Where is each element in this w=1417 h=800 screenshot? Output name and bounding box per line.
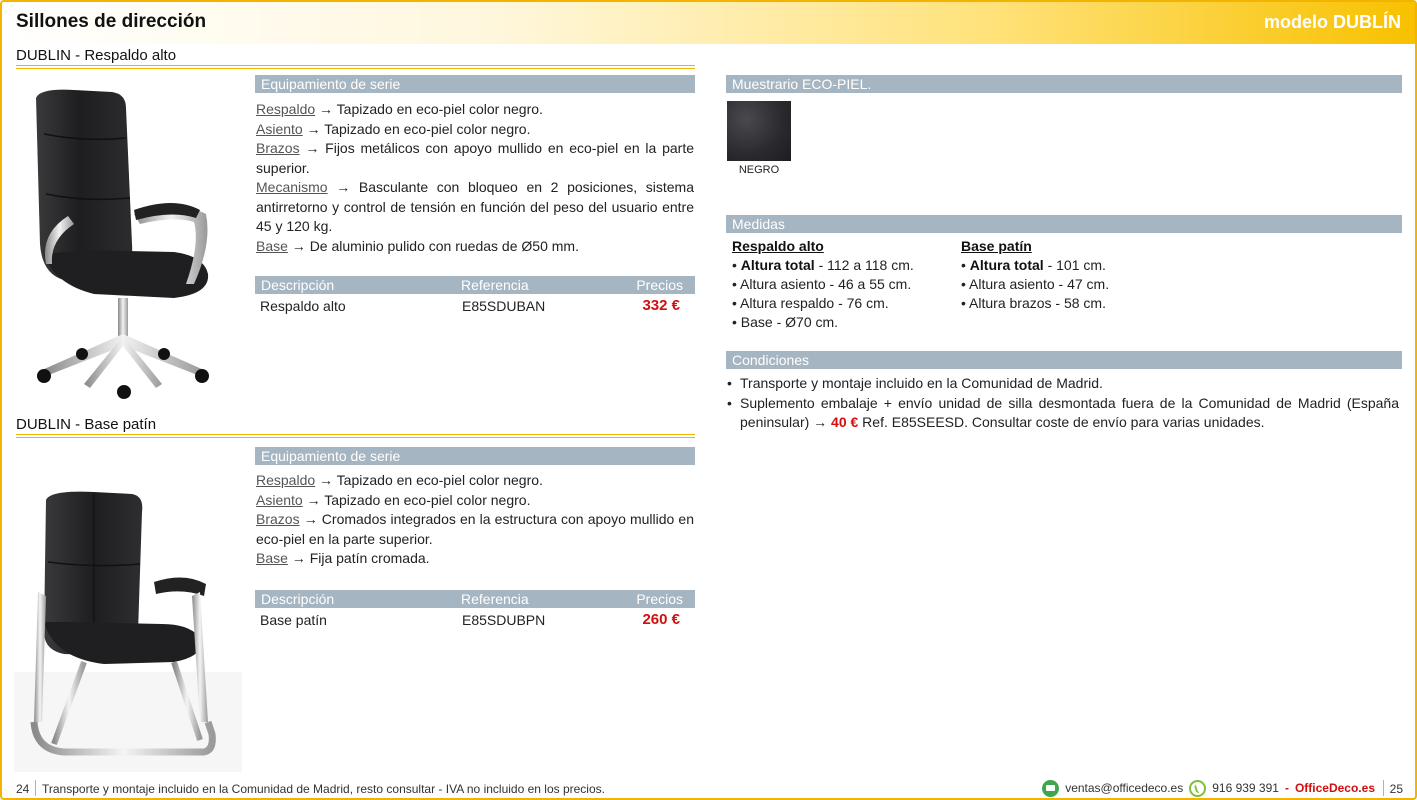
row-price: 332 € (642, 297, 680, 314)
col-precios: Precios (636, 591, 683, 607)
medida-item: • Altura total - 112 a 118 cm. (732, 257, 914, 273)
table-row (255, 608, 695, 632)
equip-item: Base → De aluminio pulido con ruedas de Ø50 mm. (256, 237, 579, 254)
medida-item: • Altura asiento - 47 cm. (961, 276, 1110, 292)
equip-item: Brazos → Fijos metálicos con apoyo mullido en eco-piel en la parte superior. (256, 140, 694, 176)
row-desc: Base patín (260, 612, 327, 628)
page-number-left: 24 (16, 782, 30, 796)
section-title-base-patin: DUBLIN - Base patín (16, 416, 157, 433)
condicion-item: • Transporte y montaje incluido en la Comunidad de Madrid. (727, 374, 1399, 394)
equip-title-1: Equipamiento de serie (255, 75, 695, 93)
row-price: 260 € (642, 611, 680, 628)
price-table-respaldo-alto (255, 276, 695, 318)
medida-item: • Altura respaldo - 76 cm. (732, 295, 889, 311)
mail-icon (1042, 780, 1059, 797)
medidas-title: Medidas (726, 215, 1402, 233)
table-row (255, 294, 695, 318)
medidas-respaldo-alto (732, 237, 952, 332)
condiciones-title: Condiciones (726, 351, 1402, 369)
model-name: modelo DUBLÍN (1264, 12, 1401, 32)
table-header (255, 276, 695, 294)
footer-note: Transporte y montaje incluido en la Comunidad de Madrid, resto consultar - IVA no incluido en los precios. (42, 782, 605, 796)
equip-item: Brazos → Cromados integrados en la estructura con apoyo mullido en eco-piel en la parte superior. (256, 511, 694, 547)
medidas-head: Base patín (961, 238, 1032, 254)
table-header (255, 590, 695, 608)
equip-list-base-patin (256, 471, 694, 569)
equip-item: Base → Fija patín cromada. (256, 550, 430, 566)
equip-list-respaldo-alto (256, 100, 694, 256)
footer-divider (1383, 780, 1384, 796)
section-rule (16, 65, 695, 69)
chair-image-respaldo-alto (24, 84, 219, 402)
section-title-respaldo-alto: DUBLIN - Respaldo alto (16, 47, 177, 64)
col-precios: Precios (636, 277, 683, 293)
condiciones-list (727, 374, 1399, 433)
col-descripcion: Descripción (261, 591, 335, 607)
medida-item: • Altura total - 101 cm. (961, 257, 1106, 273)
page-title: Sillones de dirección (16, 11, 207, 32)
page-number-right: 25 (1389, 782, 1403, 796)
footer-phone[interactable]: 916 939 391 (1212, 781, 1279, 795)
medida-item: • Altura asiento - 46 a 55 cm. (732, 276, 912, 292)
medidas-head: Respaldo alto (732, 238, 824, 254)
col-descripcion: Descripción (261, 277, 335, 293)
muestrario-title: Muestrario ECO-PIEL. (726, 75, 1402, 93)
chair-image-base-patin (14, 472, 242, 772)
footer-brand[interactable]: OfficeDeco.es (1294, 781, 1375, 795)
price-table-base-patin (255, 590, 695, 632)
swatch-label: NEGRO (738, 164, 780, 176)
footer-contact (1042, 779, 1375, 797)
footer-divider (35, 780, 36, 796)
color-swatch-negro (727, 101, 791, 161)
equip-item: Asiento → Tapizado en eco-piel color negro. (256, 491, 531, 508)
equip-item: Respaldo → Tapizado en eco-piel color negro. (256, 101, 543, 117)
footer-email[interactable]: ventas@officedeco.es (1065, 781, 1184, 795)
footer-dash: - (1284, 781, 1289, 795)
row-ref: E85SDUBPN (462, 612, 546, 628)
medidas-base-patin (961, 237, 1181, 313)
equip-item: Asiento → Tapizado en eco-piel color negro. (256, 120, 531, 137)
col-referencia: Referencia (461, 277, 529, 293)
medida-item: • Altura brazos - 58 cm. (961, 295, 1106, 311)
row-desc: Respaldo alto (260, 298, 346, 314)
equip-title-2: Equipamiento de serie (255, 447, 695, 465)
page-footer (2, 776, 1415, 800)
condicion-item: • Suplemento embalaje + envío unidad de silla desmontada fuera de la Comunidad de Madrid (España peninsular) → 40 € Ref. E85SEESD. Consultar coste de envío para varias unidades. (727, 394, 1399, 433)
equip-item: Mecanismo → Basculante con bloqueo en 2 posiciones, sistema antirretorno y control de tensión en función del peso del usuario entre 45 y 120 kg. (256, 179, 694, 234)
equip-item: Respaldo → Tapizado en eco-piel color negro. (256, 472, 543, 488)
medida-item: • Base - Ø70 cm. (732, 314, 839, 330)
row-ref: E85SDUBAN (462, 298, 546, 314)
page-header (2, 2, 1415, 44)
section-rule (16, 434, 695, 438)
phone-icon (1189, 780, 1206, 797)
col-referencia: Referencia (461, 591, 529, 607)
